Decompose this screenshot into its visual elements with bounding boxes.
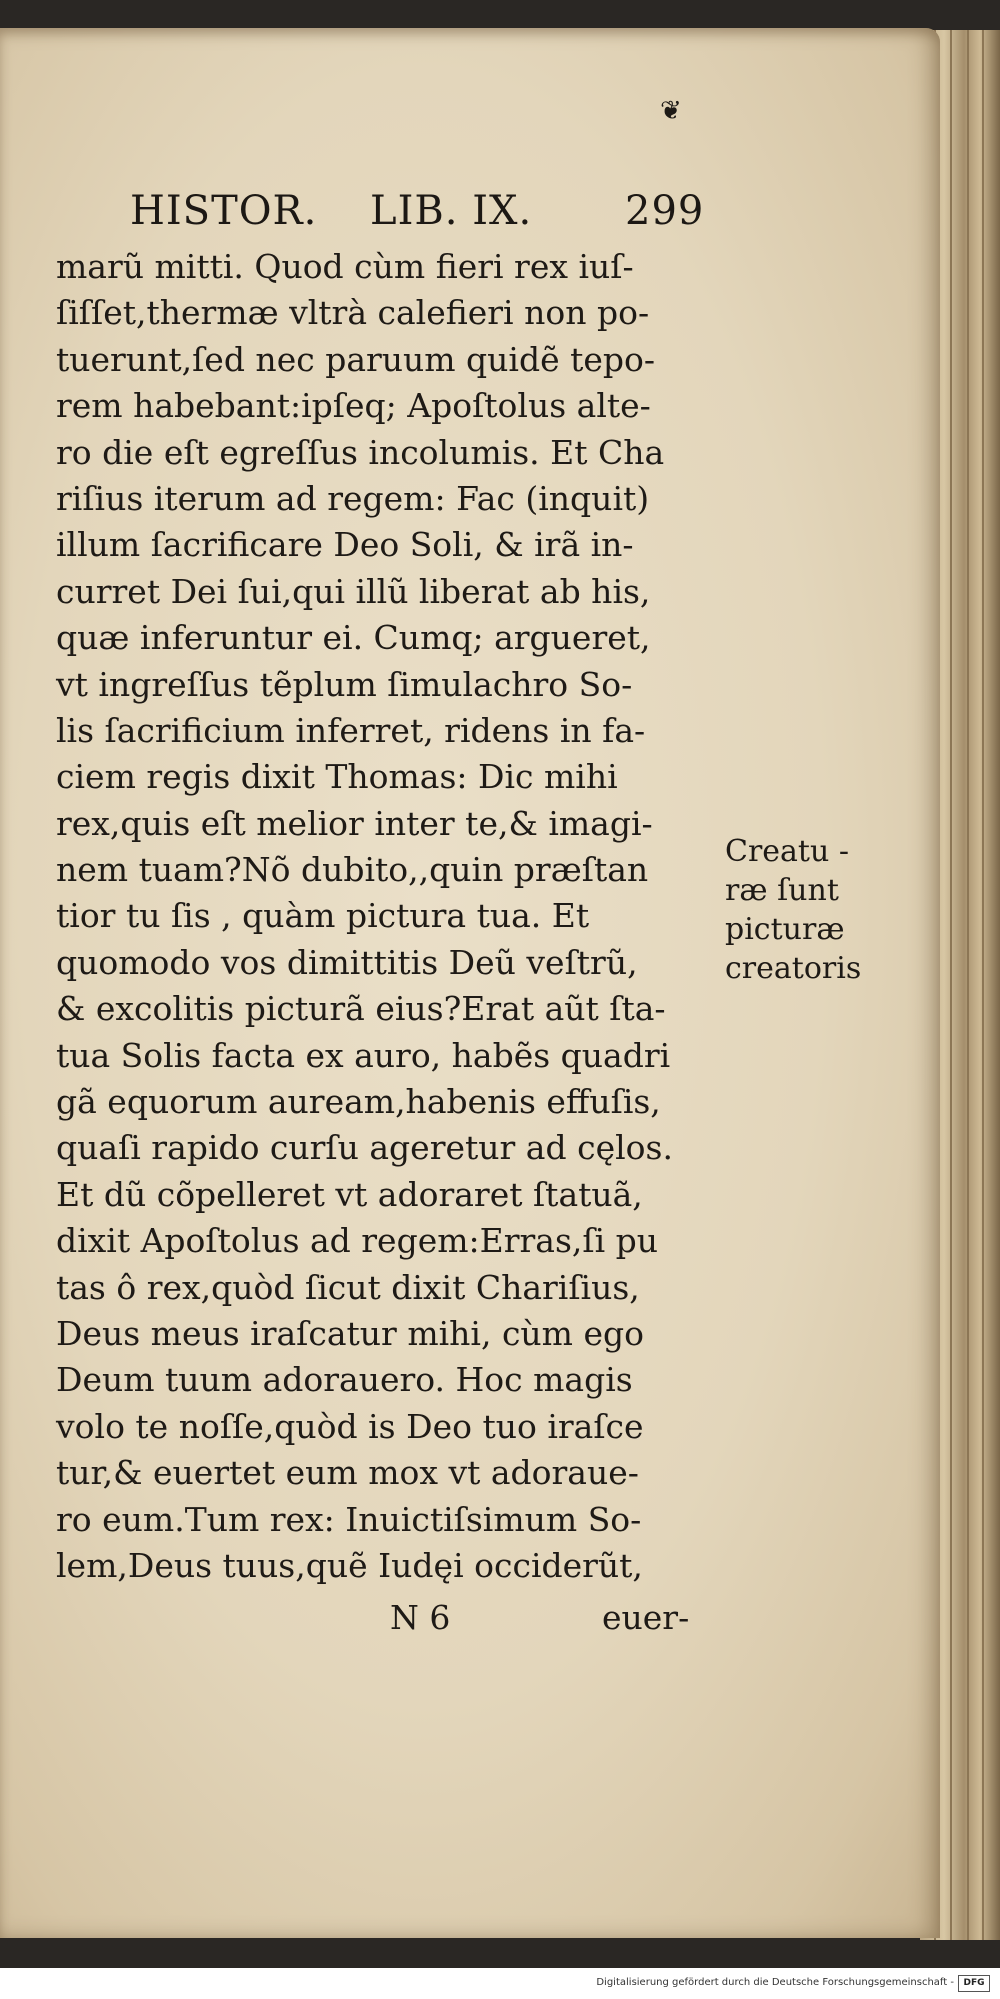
text-line: lem,Deus tuus,quẽ Iudęi occiderũt, <box>56 1545 643 1585</box>
text-line: riſius iterum ad regem: Fac (inquit) <box>56 478 650 518</box>
catchword: euer- <box>602 1598 690 1637</box>
text-line: quomodo vos dimittitis Deũ veſtrũ, <box>56 942 638 982</box>
marginal-line: ræ ſunt <box>725 873 839 908</box>
digitization-footer <box>0 1968 1000 1999</box>
text-line: ro die eſt egreſſus incolumis. Et Cha <box>56 432 665 472</box>
text-line: tur,& euertet eum mox vt adoraue- <box>56 1453 639 1493</box>
text-line: marũ mitti. Quod cùm fieri rex iuſ- <box>56 247 634 286</box>
marginal-line: Creatu - <box>725 834 849 869</box>
text-line: rem habebant:ipſeq; Apoſtolus alte- <box>56 386 651 426</box>
text-line: quaſi rapido curſu ageretur ad cęlos. <box>56 1128 673 1168</box>
ornament-icon: ❦ <box>660 96 682 126</box>
marginal-note <box>725 832 905 988</box>
text-line: Et dũ cõpelleret vt adoraret ſtatuã, <box>56 1174 643 1214</box>
text-line: Deum tuum adorauero. Hoc magis <box>56 1360 633 1400</box>
text-line: nem tuam?Nõ dubito,,quin præſtan <box>56 850 649 890</box>
text-line: lis ſacrificium inferret, ridens in fa- <box>56 710 646 750</box>
text-line: & excolitis picturã eius?Erat aũt ſta- <box>56 989 666 1029</box>
text-line: Deus meus iraſcatur mihi, cùm ego <box>56 1313 644 1353</box>
text-line: vt ingreſſus tẽplum ſimulachro So- <box>56 664 633 704</box>
marginal-line: creatoris <box>725 951 862 986</box>
running-title: HISTOR. <box>130 188 318 234</box>
text-line: dixit Apoſtolus ad regem:Erras,ſi pu <box>56 1221 659 1261</box>
text-line: ciem regis dixit Thomas: Dic mihi <box>56 757 618 797</box>
text-line: tas ô rex,quòd ſicut dixit Chariſius, <box>56 1267 640 1307</box>
book-number: LIB. IX. <box>370 188 533 234</box>
page-header <box>130 188 705 244</box>
text-line: rex,quis eſt melior inter te,& imagi- <box>56 803 653 843</box>
text-line: tior tu ſis , quàm pictura tua. Et <box>56 896 590 936</box>
text-line: illum ſacrificare Deo Soli, & irã in- <box>56 525 634 565</box>
text-line: curret Dei ſui,qui illũ liberat ab his, <box>56 571 651 611</box>
signature-mark: N 6 <box>390 1598 451 1637</box>
text-line: tuerunt,ſed nec paruum quidẽ tepo- <box>56 339 656 379</box>
text-line: quæ inferuntur ei. Cumq; argueret, <box>56 618 651 658</box>
text-line: ſiſſet,thermæ vltrà calefieri non po- <box>56 293 650 333</box>
page-number: 299 <box>625 188 705 234</box>
catchline <box>390 1598 710 1644</box>
text-line: ro eum.Tum rex: Inuictiſsimum So- <box>56 1499 642 1539</box>
book-page <box>0 28 940 1938</box>
marginal-line: picturæ <box>725 912 845 947</box>
footer-credit: Digitalisierung gefördert durch die Deutsche Forschungsgemeinschaft - <box>596 1977 954 1988</box>
text-line: gã equorum auream,habenis effuſis, <box>56 1082 661 1122</box>
body-text <box>56 244 716 1589</box>
dfg-logo: DFG <box>958 1975 990 1992</box>
text-line: volo te noſſe,quòd is Deo tuo iraſce <box>56 1406 644 1446</box>
text-line: tua Solis facta ex auro, habẽs quadri <box>56 1035 671 1075</box>
